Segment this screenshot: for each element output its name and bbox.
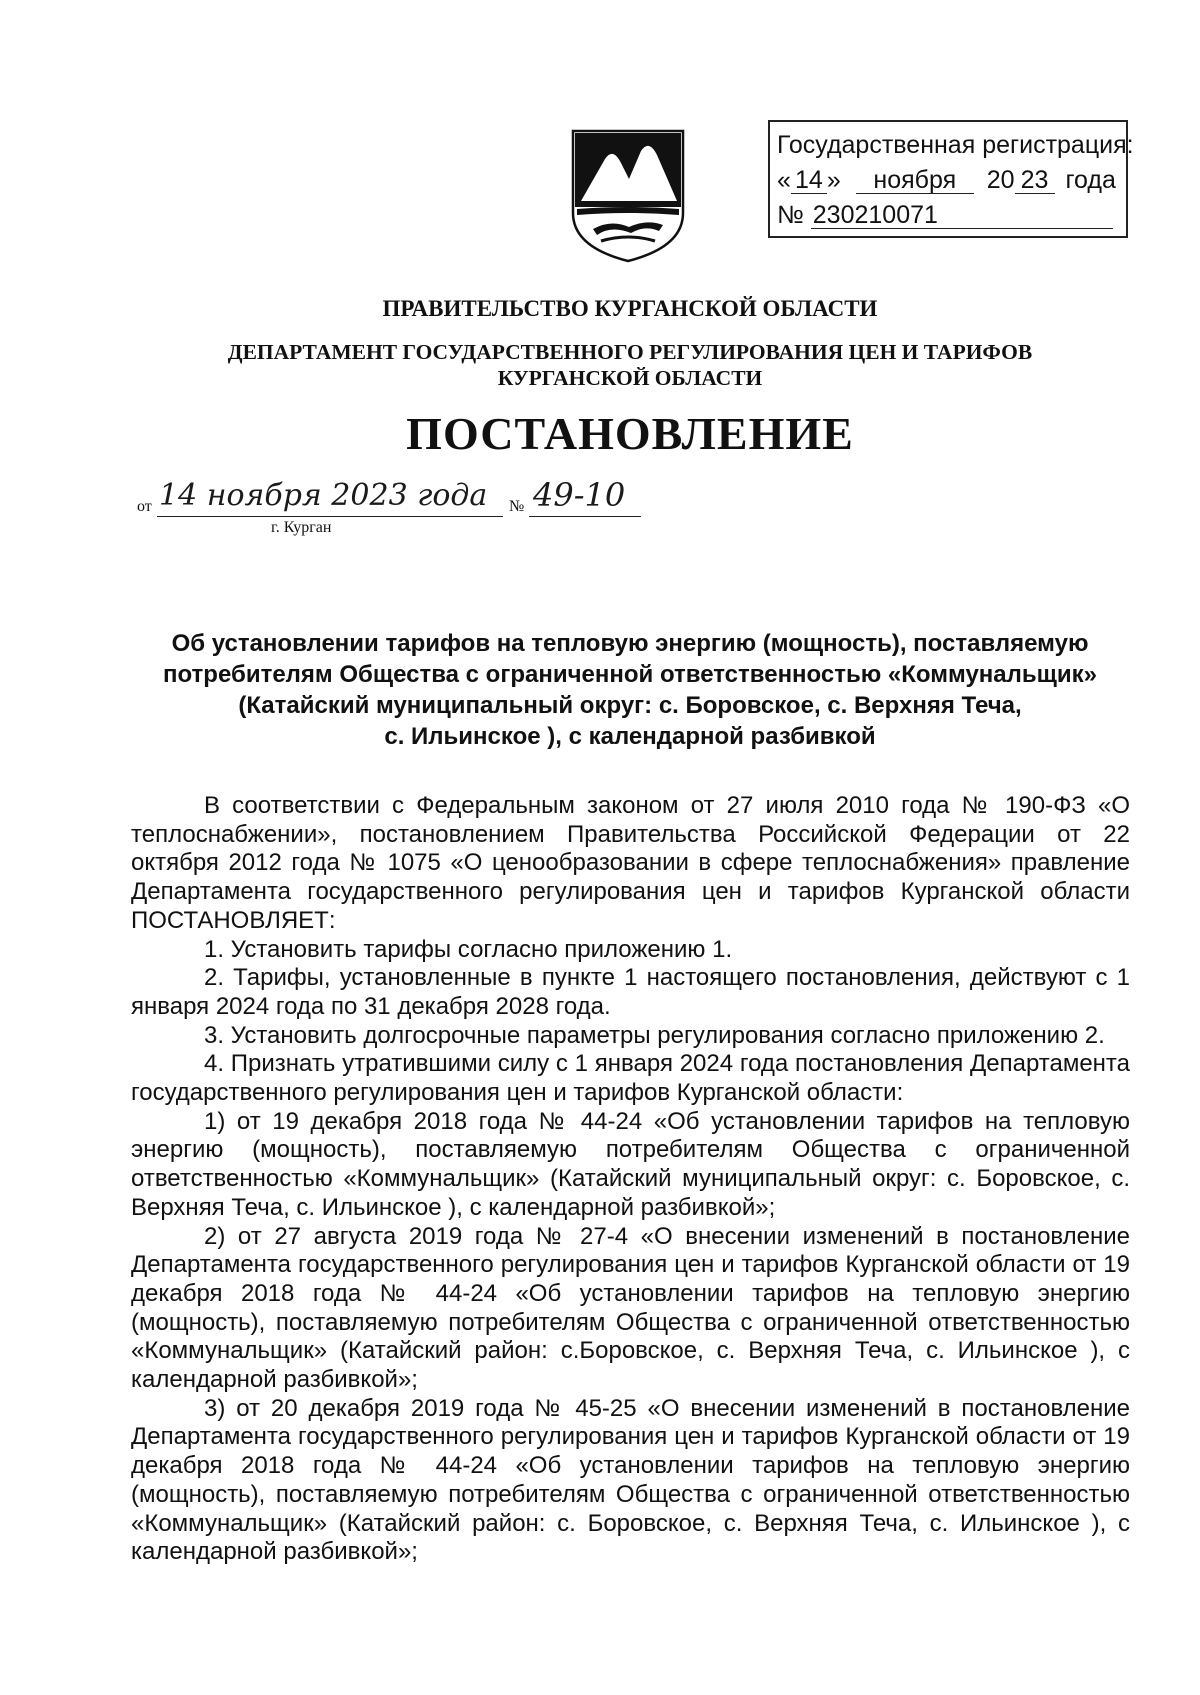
item-4-paragraph: 4. Признать утратившими силу с 1 января 2024 года постановления Департамента государственного регулирования цен и тарифов Курганской области: <box>131 1050 1130 1107</box>
document-body <box>131 792 1130 1567</box>
subitem-3-paragraph: 3) от 20 декабря 2019 года № 45-25 «О внесении изменений в постановление Департамента государственного регулирования цен и тарифов Курганской области от 19 декабря 2018 года № 44-24 «Об установлении тарифов на тепловую энергию (мощность), поставляемую потребителям Общества с ограниченной ответственностью «Коммунальщик» (Катайский район: с. Боровское, с. Верхняя Теча, с. Ильинское ), с календарной разбивкой»; <box>131 1394 1130 1566</box>
item-1-paragraph: 1. Установить тарифы согласно приложению 1. <box>204 935 733 963</box>
registration-close-quote: » <box>826 166 841 194</box>
registration-year-suffix: 23 <box>1015 167 1055 194</box>
registration-day: 14 <box>791 167 827 194</box>
subject-title-line2: потребителям Общества с ограниченной ответственностью «Коммунальщик» <box>162 661 1098 688</box>
subject-title-line4: с. Ильинское ), с календарной разбивкой <box>384 723 876 750</box>
decree-date-line <box>137 478 657 548</box>
decree-date-handwritten: 14 ноября 2023 года <box>159 478 488 513</box>
registration-year-prefix: 20 <box>986 166 1015 194</box>
registration-stamp <box>768 120 1134 238</box>
decree-number-handwritten: 49-10 <box>533 476 626 514</box>
registration-number-label: № <box>777 201 804 229</box>
subitem-2-paragraph: 2) от 27 августа 2019 года № 27-4 «О внесении изменений в постановление Департамента государственного регулирования цен и тарифов Курганской области от 19 декабря 2018 года № 44-24 «Об установлении тарифов на тепловую энергию (мощность), поставляемую потребителям Общества с ограниченной ответственностью «Коммунальщик» (Катайский район: с.Боровское, с. Верхняя Теча, с. Ильинское ), с календарной разбивкой»; <box>131 1222 1130 1394</box>
government-name: ПРАВИТЕЛЬСТВО КУРГАНСКОЙ ОБЛАСТИ <box>382 296 878 321</box>
department-name-line1: ДЕПАРТАМЕНТ ГОСУДАРСТВЕННОГО РЕГУЛИРОВАНИЯ ЦЕН И ТАРИФОВ <box>227 340 1033 364</box>
document-subject-title <box>140 628 1120 752</box>
subject-title-line3: (Катайский муниципальный округ: с. Боровское, с. Верхняя Теча, <box>238 692 1022 719</box>
registration-label: Государственная регистрация: <box>777 131 1134 159</box>
document-type-title: ПОСТАНОВЛЕНИЕ <box>406 408 854 459</box>
registration-number-row <box>777 198 1126 233</box>
subitem-1-paragraph: 1) от 19 декабря 2018 года № 44-24 «Об установлении тарифов на тепловую энергию (мощность), поставляемую потребителям Общества с ограниченной ответственностью «Коммунальщик» (Катайский муниципальный округ: с. Боровское, с. Верхняя Теча, с. Ильинское ), с календарной разбивкой»; <box>131 1107 1130 1221</box>
decree-date-underline <box>157 516 503 517</box>
decree-number-underline <box>529 516 641 517</box>
preamble-paragraph: В соответствии с Федеральным законом от 27 июля 2010 года № 190-ФЗ «О теплоснабжении», постановлением Правительства Российской Федерации от 22 октября 2012 года № 1075 «О ценообразовании в сфере теплоснабжения» правление Департамента государственного регулирования цен и тарифов Курганской области ПОСТАНОВЛЯЕТ: <box>131 792 1130 934</box>
registration-month: ноября <box>856 167 974 194</box>
subject-title-line1: Об установлении тарифов на тепловую энергию (мощность), поставляемую <box>171 630 1089 657</box>
decree-number-label: № <box>509 498 525 515</box>
decree-from-label: от <box>137 498 152 515</box>
coat-of-arms-emblem <box>571 129 685 263</box>
decree-place: г. Курган <box>271 519 332 536</box>
registration-open-quote: « <box>777 166 791 194</box>
registration-number: 230210071 <box>811 202 1113 229</box>
item-3-paragraph: 3. Установить долгосрочные параметры регулирования согласно приложению 2. <box>204 1021 1105 1049</box>
registration-year-word: года <box>1065 166 1116 194</box>
department-name-line2: КУРГАНСКОЙ ОБЛАСТИ <box>497 366 763 390</box>
item-2-paragraph: 2. Тарифы, установленные в пункте 1 настоящего постановления, действуют с 1 января 2024 года по 31 декабря 2028 года. <box>131 964 1130 1020</box>
registration-date-row <box>777 163 1126 198</box>
